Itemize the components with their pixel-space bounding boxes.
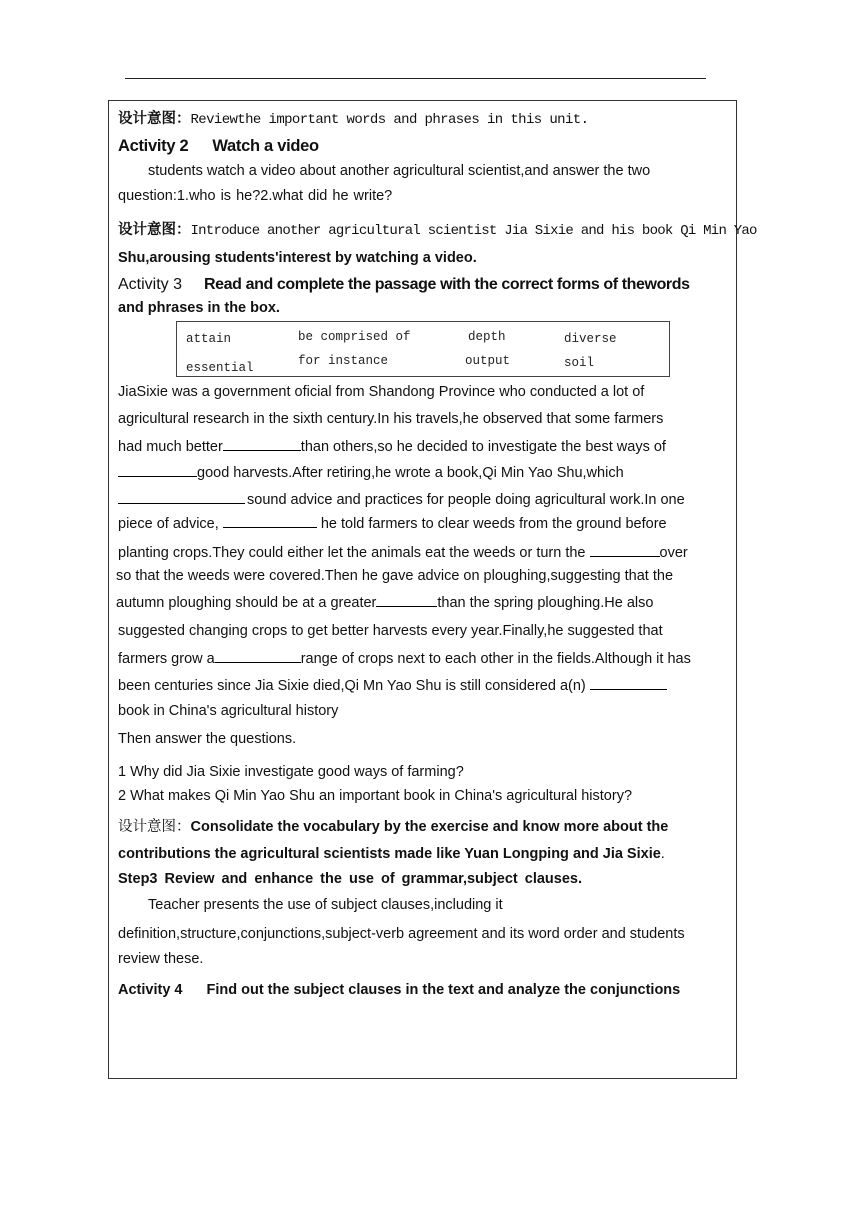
step-3-line-1: Teacher presents the use of subject clauses,including it — [148, 897, 503, 913]
word-diverse: diverse — [564, 332, 617, 346]
step-3-heading: Step3 Review and enhance the use of grammar,subject clauses. — [118, 871, 582, 887]
passage-line-5: sound advice and practices for people doing agricultural work.In one — [118, 489, 685, 509]
word-be-comprised-of: be comprised of — [298, 330, 411, 344]
activity-2-line-1: students watch a video about another agricultural scientist,and answer the two — [148, 163, 651, 179]
word-essential: essential — [186, 361, 254, 375]
question-1: 1 Why did Jia Sixie investigate good ways of farming? — [118, 764, 464, 780]
passage-line-3: had much better than others,so he decided to investigate the best ways of — [118, 436, 666, 456]
blank-6[interactable] — [376, 592, 437, 607]
blank-7[interactable] — [215, 648, 301, 663]
activity-2-heading: Activity 2 Watch a video — [118, 137, 319, 155]
passage-line-2: agricultural research in the sixth century.In his travels,he observed that some farmers — [118, 411, 664, 427]
blank-1[interactable] — [223, 436, 301, 451]
design-intent-3-line-2: contributions the agricultural scientists made like Yuan Longping and Jia Sixie. — [118, 846, 665, 862]
passage-line-4: good harvests.After retiring,he wrote a book,Qi Min Yao Shu,which — [118, 462, 624, 482]
activity-4-heading: Activity 4 Find out the subject clauses in the text and analyze the conjunctions — [118, 982, 681, 998]
word-attain: attain — [186, 332, 232, 346]
passage-line-1: JiaSixie was a government oficial from Shandong Province who conducted a lot of — [118, 384, 645, 400]
design-intent-1: 设计意图：Reviewthe important words and phrases in this unit. — [118, 111, 589, 128]
step-3-line-3: review these. — [118, 951, 204, 967]
questions-intro: Then answer the questions. — [118, 731, 297, 747]
blank-3[interactable] — [118, 489, 245, 504]
activity-2-line-2: question:1.who is he?2.what did he write? — [118, 188, 393, 204]
blank-2[interactable] — [118, 462, 197, 477]
word-depth: depth — [468, 330, 506, 344]
passage-line-12: been centuries since Jia Sixie died,Qi Mn Yao Shu is still considered a(n) — [118, 675, 667, 695]
passage-line-7: planting crops.They could either let the animals eat the weeds or turn the over — [118, 542, 688, 562]
step-3-line-2: definition,structure,conjunctions,subject-verb agreement and its word order and students — [118, 926, 685, 942]
passage-line-11: farmers grow a range of crops next to each other in the fields.Although it has — [118, 648, 691, 668]
passage-line-8: so that the weeds were covered.Then he gave advice on ploughing,suggesting that the — [116, 568, 674, 584]
design-intent-3-line-1: 设计意图：Consolidate the vocabulary by the exercise and know more about the — [118, 819, 669, 835]
passage-line-6: piece of advice, he told farmers to clear weeds from the ground before — [118, 513, 667, 533]
word-for-instance: for instance — [298, 354, 389, 368]
word-output: output — [465, 354, 511, 368]
passage-line-13: book in China's agricultural history — [118, 703, 339, 719]
design-intent-2-line-1: 设计意图：Introduce another agricultural scientist Jia Sixie and his book Qi Min Yao — [118, 222, 757, 239]
blank-4[interactable] — [223, 513, 317, 528]
activity-3-heading: Activity 3 Read and complete the passage with the correct forms of thewords — [118, 276, 690, 293]
activity-3-heading-line-2: and phrases in the box. — [118, 300, 280, 316]
blank-8[interactable] — [590, 675, 667, 690]
design-intent-2-line-2: Shu,arousing students'interest by watching a video. — [118, 250, 477, 266]
page-header-rule — [125, 78, 706, 79]
passage-line-10: suggested changing crops to get better harvests every year.Finally,he suggested that — [118, 623, 663, 639]
word-soil: soil — [564, 356, 595, 370]
passage-line-9: autumn ploughing should be at a greater than the spring ploughing.He also — [116, 592, 653, 612]
blank-5[interactable] — [590, 542, 660, 557]
question-2: 2 What makes Qi Min Yao Shu an important book in China's agricultural history? — [118, 788, 633, 804]
